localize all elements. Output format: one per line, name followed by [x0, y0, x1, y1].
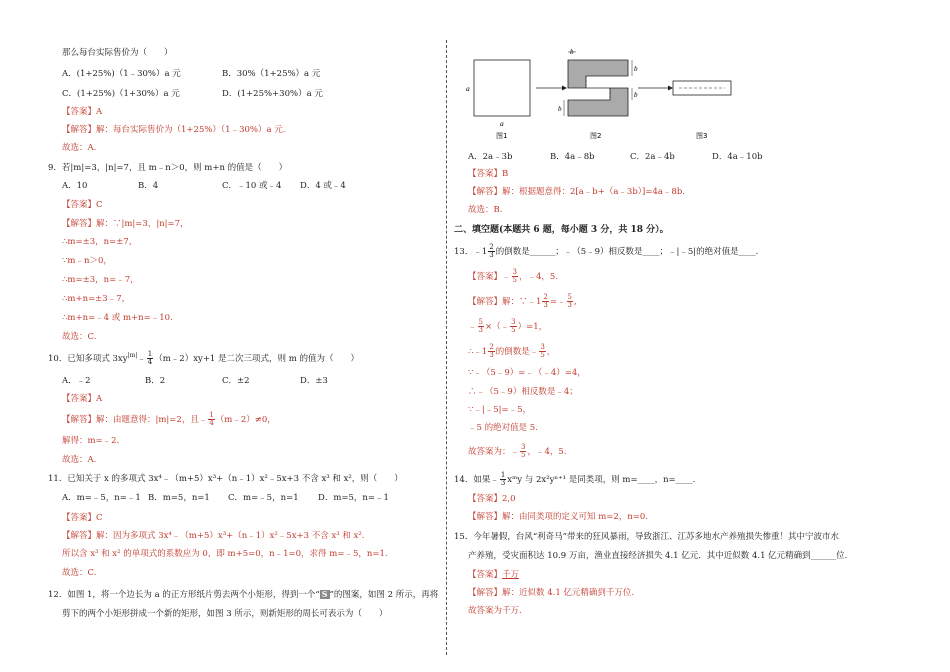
q15-line-2: 产养殖，受灾面积达 10.9 万亩，渔业直接经济损失 4.1 亿元．其中近似数 4.1 亿元精确到______位. — [468, 551, 848, 561]
q13-step-2-fraction-2-den: 5 — [511, 326, 516, 334]
q13-step-8 — [468, 444, 567, 459]
q13-step-1-part-c: , — [573, 297, 577, 307]
q14-stem-part-a: 14．如果﹣ — [454, 475, 499, 485]
q12-line-1 — [48, 590, 438, 601]
q13-step-8-fraction — [520, 444, 526, 459]
q12-conclusion: 故选：B. — [468, 205, 503, 215]
q10-stem-part-c: （m﹣2）xy+1 是二次三项式，则 m 的值为（ ） — [154, 353, 360, 364]
q10-analysis-part-a: 【解答】解：由题意得：|m|=2，且﹣ — [62, 415, 208, 425]
q13-step-7: ﹣5 的绝对值是 5. — [468, 423, 538, 433]
q13-step-3-fraction-1-den: 3 — [489, 351, 494, 359]
q12-option-c: C．2a﹣4b — [630, 152, 675, 162]
fig2-caption: 图2 — [590, 132, 602, 140]
q10-analysis-fraction-den: 4 — [209, 419, 214, 427]
q14-stem-part-b: xᵐy 与 2x²yⁿ⁺¹ 是同类项，则 m=____，n=____. — [507, 475, 696, 485]
q13-answer-part-b: ，﹣4，5. — [518, 272, 559, 282]
q15-analysis: 【解答】解：近似数 4.1 亿元精确到千万位. — [468, 588, 635, 598]
q13-answer-fraction-num: 3 — [512, 268, 517, 276]
q13-step-3-fraction-2-den: 5 — [540, 351, 545, 359]
q8-answer: 【答案】A — [62, 107, 103, 117]
q9-step-4: ∴m=±3，n=﹣7， — [62, 275, 139, 285]
q13-step-6: ∵﹣|﹣5|=﹣5， — [468, 405, 532, 415]
q13-step-1 — [468, 294, 577, 309]
q13-step-8-part-b: ，﹣4，5. — [527, 447, 567, 457]
q13-step-3-fraction-2-num: 3 — [540, 343, 545, 351]
arrow-1-head — [562, 86, 567, 91]
q12-line-1-part-a: 12．如图 1，将一个边长为 a 的正方形纸片剪去两个小矩形，得到一个“ — [48, 590, 320, 600]
q9-step-2: ∴m=±3，n=±7， — [62, 237, 138, 247]
q13-stem-fraction-den: 3 — [489, 251, 494, 259]
fig2-b-label-top: b — [570, 48, 574, 56]
q13-step-3-part-b: 的倒数是﹣ — [495, 347, 539, 357]
q14-stem-fraction-den: 3 — [500, 479, 506, 487]
q13-step-2-fraction-2 — [510, 319, 516, 334]
q13-step-2 — [468, 319, 547, 334]
fig1-square — [474, 60, 530, 116]
q10-conclusion: 故选：A. — [62, 455, 97, 465]
fig3-caption: 图3 — [696, 132, 708, 140]
q15-answer-part-a: 【答案】 — [468, 570, 503, 580]
q13-step-3-part-c: ， — [546, 347, 556, 357]
q9-step-1: 【解答】解：∵|m|=3，|n|=7， — [62, 219, 189, 229]
q12-option-d: D．4a﹣10b — [712, 152, 763, 162]
q8-option-d: D．(1+25%+30%）a 元 — [222, 89, 323, 99]
q13-step-1-fraction-1-den: 3 — [543, 301, 548, 309]
q11-conclusion: 故选：C. — [62, 568, 97, 578]
arrow-2-head — [668, 86, 673, 91]
q13-step-2-fraction-1-den: 3 — [478, 326, 483, 334]
q9-option-a: A．10 — [62, 181, 88, 191]
q11-option-d: D．m=5，n=﹣1 — [318, 493, 389, 503]
q10-fraction-den: 4 — [147, 357, 153, 366]
q12-option-a: A．2a﹣3b — [468, 152, 513, 162]
q10-solve: 解得：m=﹣2． — [62, 436, 126, 446]
q13-step-2-part-a: ﹣ — [468, 322, 477, 332]
q13-step-1-fraction-1-num: 2 — [543, 293, 548, 301]
column-divider — [446, 40, 447, 655]
q8-stem: 那么每台实际售价为（ ） — [62, 48, 173, 58]
q10-option-b: B．2 — [145, 376, 166, 386]
q13-step-5: ∴﹣（5﹣9）相反数是﹣4； — [468, 387, 578, 397]
q13-answer — [468, 269, 558, 284]
q11-answer: 【答案】C — [62, 513, 103, 523]
q9-answer: 【答案】C — [62, 200, 103, 210]
q13-stem-part-a: 13．﹣1 — [454, 247, 488, 257]
q8-option-b: B．30%（1+25%）a 元 — [222, 69, 321, 79]
q12-line-2: 剪下的两个小矩形拼成一个新的矩形，如图 3 所示，则新矩形的周长可表示为（ ） — [62, 609, 388, 619]
q11-option-b: B．m=5，n=1 — [148, 493, 210, 503]
q13-step-2-fraction-1-num: 5 — [478, 318, 483, 326]
q8-option-c: C．(1+25%)（1+30%）a 元 — [62, 89, 180, 99]
q13-answer-part-a: 【答案】﹣ — [468, 272, 511, 282]
fig2-b-label-left: b — [558, 105, 562, 113]
s-shape-icon: S — [321, 589, 328, 599]
fig1-bottom-label: a — [500, 119, 504, 128]
q13-step-1-part-b: =﹣ — [549, 297, 566, 307]
q15-conclusion: 故答案为千万. — [468, 606, 522, 616]
q8-analysis: 【解答】解：每台实际售价为（1+25%）（1﹣30%）a 元. — [62, 125, 286, 135]
q9-option-c: C．﹣10 或﹣4 — [222, 181, 282, 191]
q14-analysis: 【解答】解：由同类项的定义可知 m=2，n=0. — [468, 512, 648, 522]
q10-analysis-fraction-num: 1 — [209, 411, 214, 419]
q9-conclusion: 故选：C. — [62, 332, 97, 342]
q13-step-1-fraction-1 — [542, 294, 548, 309]
q9-step-6: ∴m+n=﹣4 或 m+n=﹣10. — [62, 313, 173, 323]
q9-step-3: ∵m﹣n＞0， — [62, 256, 112, 266]
q13-step-1-part-a: 【解答】解：∵﹣1 — [468, 297, 542, 307]
q12-figure — [460, 48, 780, 143]
q8-conclusion: 故选：A. — [62, 143, 97, 153]
q13-stem-fraction-num: 2 — [489, 243, 494, 251]
q10-fraction-num: 1 — [147, 349, 153, 358]
q13-step-3 — [468, 344, 555, 359]
q13-step-3-fraction-1 — [488, 344, 494, 359]
q15-line-1: 15．今年暑假，台风“利奇马”带来的狂风暴雨，导致浙江、江苏多地水产养殖损失惨重！其中宁波市水 — [454, 532, 840, 542]
q14-answer: 【答案】2,0 — [468, 494, 516, 504]
q10-stem — [48, 350, 359, 366]
q14-stem — [454, 472, 695, 487]
q9-stem: 9．若|m|=3，|n|=7，且 m﹣n＞0，则 m+n 的值是（ ） — [48, 163, 288, 173]
q11-stem: 11．已知关于 x 的多项式 3x⁴﹣（m+5）x³+（n﹣1）x²﹣5x+3 不含 x³ 和 x²，则（ ） — [48, 474, 403, 484]
q13-step-2-part-c: ）=1， — [517, 322, 548, 332]
q13-step-1-fraction-2-num: 5 — [567, 293, 572, 301]
q14-stem-fraction — [500, 472, 506, 487]
q12-answer: 【答案】B — [468, 169, 509, 179]
fig2-b-label-right-2: b — [634, 91, 638, 99]
q10-stem-exponent: |m| — [127, 352, 138, 359]
q8-option-a: A．(1+25%)（1﹣30%）a 元 — [62, 69, 181, 79]
q9-step-5: ∴m+n=±3﹣7， — [62, 294, 131, 304]
q10-stem-part-a: 10．已知多项式 3xy — [48, 353, 128, 364]
q12-line-1-part-b: ”的图案，如图 2 所示，再将 — [329, 590, 439, 600]
q13-step-3-part-a: ∴﹣1 — [468, 347, 488, 357]
q13-step-2-fraction-2-num: 3 — [511, 318, 516, 326]
q13-step-3-fraction-2 — [539, 344, 545, 359]
q13-answer-fraction-den: 5 — [512, 276, 517, 284]
q10-analysis-fraction — [208, 412, 214, 427]
q10-answer: 【答案】A — [62, 394, 103, 404]
fig1-side-label: a — [466, 84, 470, 93]
q10-fraction — [147, 351, 153, 366]
fig2-s-shape — [564, 52, 632, 116]
q13-step-8-fraction-den: 5 — [521, 451, 526, 459]
q9-option-d: D．4 或﹣4 — [300, 181, 346, 191]
q13-step-8-part-a: 故答案为：﹣ — [468, 447, 520, 457]
q10-option-a: A．﹣2 — [62, 376, 91, 386]
q12-option-b: B．4a﹣8b — [550, 152, 595, 162]
q13-step-1-fraction-2-den: 3 — [567, 301, 572, 309]
q10-option-d: D．±3 — [300, 376, 328, 386]
q11-option-c: C．m=﹣5，n=1 — [228, 493, 299, 503]
q10-option-c: C．±2 — [222, 376, 250, 386]
q15-answer — [468, 570, 519, 581]
q13-stem-part-b: 的倒数是______；﹣（5﹣9）相反数是____；﹣|﹣5|的绝对值是____. — [495, 247, 759, 257]
q13-stem-fraction — [488, 244, 494, 259]
q14-stem-fraction-num: 1 — [500, 471, 506, 479]
q13-answer-fraction — [512, 269, 518, 284]
q11-analysis-1: 【解答】解：因为多项式 3x⁴﹣（m+5）x³+（n﹣1）x²﹣5x+3 不含 x³ 和 x². — [62, 531, 365, 541]
fig2-b-label-right-1: b — [634, 65, 638, 73]
fig1-caption: 图1 — [496, 132, 508, 140]
section-2-heading: 二、填空题(本题共 6 题，每小题 3 分，共 18 分）。 — [454, 225, 669, 235]
q13-step-1-fraction-2 — [567, 294, 573, 309]
q13-stem — [454, 244, 758, 259]
q13-step-2-fraction-1 — [478, 319, 484, 334]
q10-analysis-part-b: （m﹣2）≠0， — [215, 415, 276, 425]
q10-stem-part-b: ﹣ — [137, 353, 146, 364]
q13-step-3-fraction-1-num: 2 — [489, 343, 494, 351]
q13-step-8-fraction-num: 3 — [521, 443, 526, 451]
q12-analysis: 【解答】解：根据题意得：2[a﹣b+（a﹣3b）]=4a﹣8b. — [468, 187, 685, 197]
q13-step-4: ∵﹣（5﹣9）=﹣（﹣4）=4， — [468, 368, 586, 378]
q13-step-2-part-b: ×（﹣ — [484, 322, 510, 332]
q11-analysis-2: 所以含 x³ 和 x² 的单项式的系数应为 0，即 m+5=0，n﹣1=0，求得 m=﹣5，n=1. — [62, 549, 388, 559]
q10-analysis — [62, 412, 276, 427]
q15-answer-part-b: 千万 — [502, 570, 520, 580]
q11-option-a: A．m=﹣5，n=﹣1 — [62, 493, 141, 503]
q9-option-b: B．4 — [138, 181, 159, 191]
